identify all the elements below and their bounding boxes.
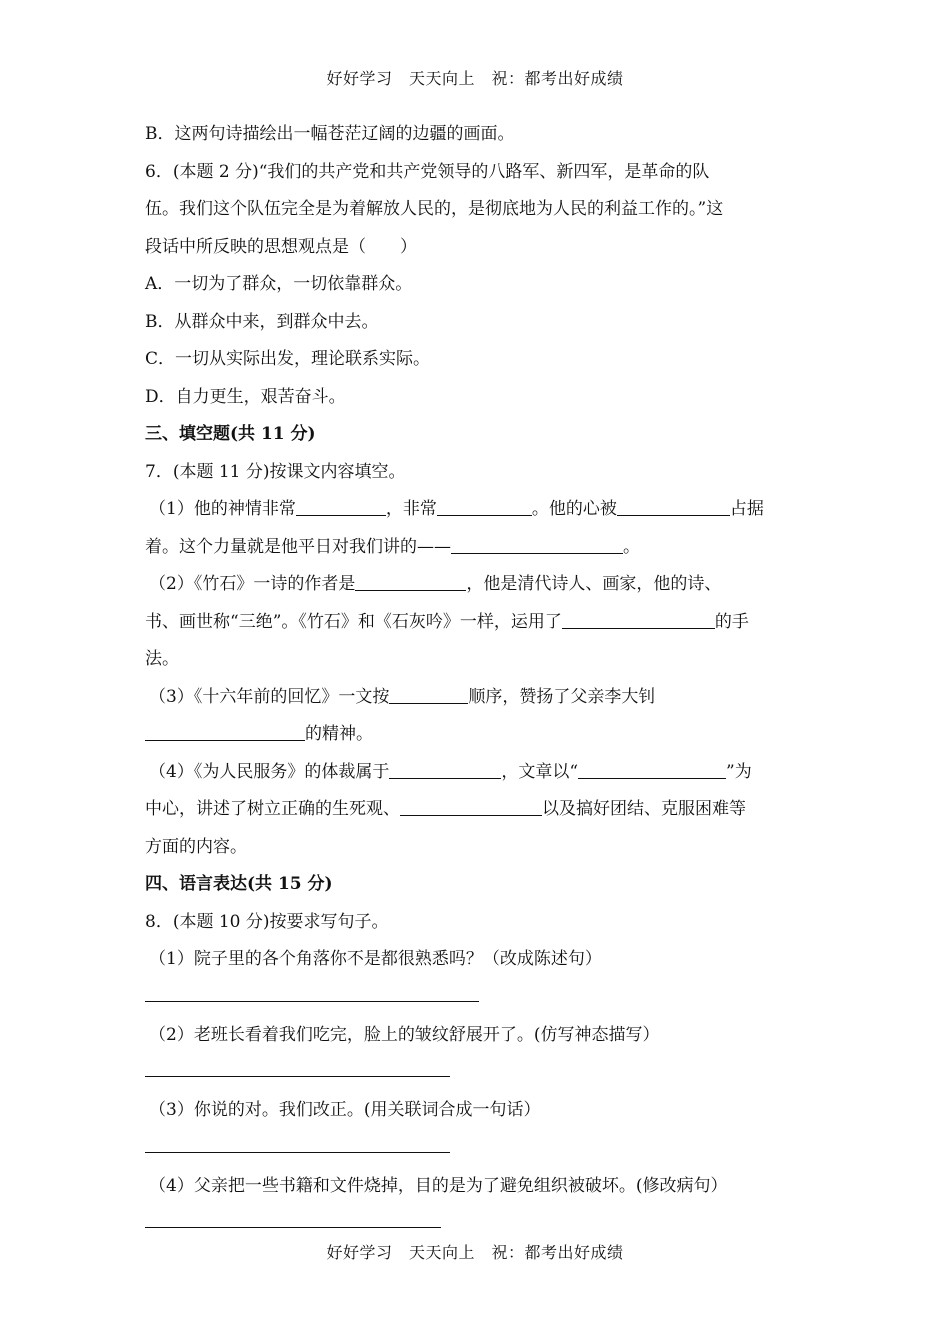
q7-p2-blank-1[interactable]	[355, 568, 466, 591]
q8-sentence-4: （4）父亲把一些书籍和文件烧掉，目的是为了避免组织被破坏。(修改病句）	[149, 1175, 728, 1196]
q7-p1-text-c: 。他的心被	[531, 499, 617, 519]
q7-p1-text-f: 。	[623, 536, 640, 557]
q7-part-1-line-2	[145, 529, 810, 567]
q7-p4-text-e: 以及搞好团结、克服困难等	[542, 799, 746, 819]
page-header: 好好学习 天天向上 祝：都考出好成绩	[326, 69, 624, 88]
q7-part-2-line-2	[145, 604, 810, 642]
q7-p1-blank-3[interactable]	[617, 493, 730, 516]
q8-stem: 8．(本题 10 分)按要求写句子。	[145, 911, 389, 932]
q7-part-4-line-1	[145, 754, 810, 792]
q7-p4-blank-1[interactable]	[389, 756, 501, 779]
q7-p1-text-d: 占据	[729, 499, 764, 519]
q7-p2-text-a: （2）《竹石》一诗的作者是	[149, 574, 356, 594]
q8-sentence-3: （3）你说的对。我们改正。(用关联词合成一句话）	[149, 1100, 541, 1120]
q7-p2-text-d: 的手	[714, 611, 749, 632]
q7-part-3-line-2	[145, 716, 810, 754]
q7-p3-blank-1[interactable]	[389, 681, 468, 704]
q7-p4-text-d: 中心，讲述了树立正确的生死观、	[145, 799, 400, 819]
q7-p4-blank-3[interactable]	[400, 793, 542, 816]
q7-p1-text-b: ，非常	[385, 499, 437, 519]
q7-p4-text-b: ，文章以“	[501, 761, 579, 782]
q7-p3-text-a: （3）《十六年前的回忆》一文按	[149, 686, 390, 707]
q7-p4-text-a: （4）《为人民服务》的体裁属于	[149, 761, 390, 782]
q7-p2-blank-2[interactable]	[562, 606, 715, 629]
q7-part-3-line-1	[145, 679, 810, 717]
section-3-heading: 三、填空题(共 11 分)	[145, 424, 316, 444]
q6-stem-line-3: 段话中所反映的思想观点是（ ）	[145, 236, 417, 257]
q7-part-2-line-3: 法。	[145, 649, 179, 669]
q6-option-b: B．从群众中来，到群众中去。	[145, 311, 379, 332]
q6-stem-line-1: 6．(本题 2 分)“我们的共产党和共产党领导的八路军、新四军，是革命的队	[145, 161, 710, 182]
q7-part-4-line-3: 方面的内容。	[145, 836, 247, 857]
q6-option-d: D．自力更生，艰苦奋斗。	[145, 386, 346, 407]
q6-stem-line-2: 伍。我们这个队伍完全是为着解放人民的，是彻底地为人民的利益工作的。”这	[145, 199, 724, 219]
q8-answer-line-3[interactable]	[145, 1130, 810, 1168]
q7-p1-text-e: 着。这个力量就是他平日对我们讲的——	[145, 536, 451, 557]
page-footer: 好好学习 天天向上 祝：都考出好成绩	[326, 1243, 624, 1262]
q8-answer-line-1[interactable]	[145, 979, 810, 1017]
q7-p1-blank-2[interactable]	[437, 493, 532, 516]
q8-sentence-2: （2）老班长看着我们吃完，脸上的皱纹舒展开了。(仿写神态描写）	[149, 1024, 660, 1045]
q7-p3-blank-2[interactable]	[145, 718, 305, 741]
q7-p3-text-b: 顺序，赞扬了父亲李大钊	[468, 686, 656, 707]
q7-p1-blank-4[interactable]	[451, 531, 623, 554]
document-body	[145, 116, 810, 1243]
q7-p2-text-c: 书、画世称“三绝”。《竹石》和《石灰吟》一样，运用了	[145, 611, 562, 632]
q6-option-a: A．一切为了群众，一切依靠群众。	[145, 274, 413, 294]
q7-p2-text-b: ，他是清代诗人、画家，他的诗、	[466, 574, 722, 594]
q7-part-1-line-1	[145, 491, 810, 529]
q7-part-2-line-1	[145, 566, 810, 604]
q7-p4-blank-2[interactable]	[578, 756, 726, 779]
q6-option-c: C．一切从实际出发，理论联系实际。	[145, 349, 431, 369]
q8-sentence-1: （1）院子里的各个角落你不是都很熟悉吗？（改成陈述句）	[149, 949, 602, 969]
q8-answer-line-4[interactable]	[145, 1205, 810, 1243]
q7-stem: 7．(本题 11 分)按课文内容填空。	[145, 461, 406, 482]
q7-p1-text-a: （1）他的神情非常	[149, 499, 296, 519]
q7-p3-text-c: 的精神。	[305, 724, 373, 744]
q7-p1-blank-1[interactable]	[296, 493, 386, 516]
q5-option-b: B．这两句诗描绘出一幅苍茫辽阔的边疆的画面。	[145, 124, 515, 144]
q8-answer-line-2[interactable]	[145, 1054, 810, 1092]
q7-p4-text-c: ”为	[726, 761, 752, 782]
section-4-heading: 四、语言表达(共 15 分)	[145, 874, 333, 894]
q7-part-4-line-2	[145, 791, 810, 829]
